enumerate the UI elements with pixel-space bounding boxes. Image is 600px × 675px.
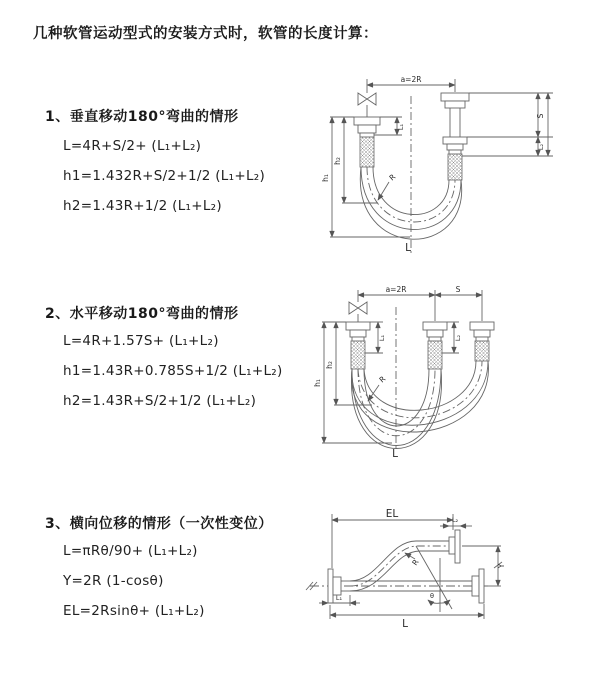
section-2-formula-h2: h2=1.43R+S/2+1/2 (L₁+L₂) — [63, 393, 257, 409]
label-a-2r: a=2R — [385, 285, 407, 294]
label-el: EL — [385, 508, 399, 520]
hose-braid-right — [475, 341, 489, 361]
radius-leader — [368, 385, 379, 401]
label-y: Y — [497, 563, 506, 569]
section-1-heading: 1、垂直移动180°弯曲的情形 — [45, 109, 239, 125]
hose-braid-right — [448, 154, 462, 180]
right-flange-assembly — [470, 322, 494, 341]
right-flange-assembly — [472, 569, 484, 603]
label-l1: L₁ — [378, 334, 386, 342]
hose-braid-middle — [428, 341, 442, 369]
radius-leader — [378, 182, 389, 200]
dimension-a-2r — [358, 290, 435, 321]
hose-braid-left — [351, 341, 365, 369]
label-l: L — [392, 448, 398, 460]
dimension-l — [330, 604, 484, 619]
page-title: 几种软管运动型式的安装方式时，软管的长度计算： — [33, 26, 378, 42]
right-flange-assembly — [441, 93, 469, 154]
section-3-formula-el: EL=2Rsinθ+ (L₁+L₂) — [63, 603, 205, 619]
label-h2: h₂ — [325, 361, 334, 369]
label-s: S — [455, 285, 461, 294]
label-l1: L₁ — [397, 123, 405, 131]
label-l2: L₂ — [454, 334, 462, 342]
label-theta: θ — [430, 592, 434, 600]
valve-icon — [358, 89, 376, 117]
upper-flange-assembly — [449, 530, 460, 563]
label-l2: L₂ — [451, 516, 459, 524]
angle-theta-construction — [416, 546, 452, 612]
diagram-horizontal-180-bend — [312, 283, 552, 461]
hose-braid-left — [360, 137, 374, 167]
label-h2: h₂ — [333, 157, 342, 165]
label-l2: L₂ — [537, 143, 545, 151]
label-r: R — [387, 172, 398, 183]
left-flange-assembly — [346, 322, 370, 341]
hose-s-curve — [350, 541, 449, 591]
section-3-formula-l: L=πRθ/90+ (L₁+L₂) — [63, 543, 198, 559]
section-1-formula-l: L=4R+S/2+ (L₁+L₂) — [63, 138, 202, 154]
label-a-2r: a=2R — [400, 75, 422, 84]
section-3-heading: 3、横向位移的情形（一次性变位） — [45, 516, 273, 532]
section-1-formula-h1: h1=1.432R+S/2+1/2 (L₁+L₂) — [63, 168, 266, 184]
diagram-vertical-180-bend — [310, 68, 586, 264]
section-2-heading: 2、水平移动180°弯曲的情形 — [45, 306, 239, 322]
diagram-lateral-displacement — [302, 506, 594, 654]
section-3-formula-y: Y=2R (1-cosθ) — [63, 573, 164, 589]
label-r: R — [377, 374, 388, 385]
middle-flange-assembly — [423, 322, 447, 341]
section-2-formula-l: L=4R+1.57S+ (L₁+L₂) — [63, 333, 219, 349]
valve-icon — [349, 299, 367, 322]
label-l: L — [402, 618, 408, 630]
dimension-s — [435, 290, 482, 321]
label-r: R — [410, 557, 421, 568]
label-l: L — [405, 242, 411, 254]
label-h1: h₁ — [321, 174, 330, 182]
label-l1: L₁ — [335, 594, 343, 602]
label-s: S — [536, 113, 545, 119]
section-1-formula-h2: h2=1.43R+1/2 (L₁+L₂) — [63, 198, 222, 214]
section-2-formula-h1: h1=1.43R+0.785S+1/2 (L₁+L₂) — [63, 363, 283, 379]
left-flange-assembly — [354, 117, 380, 137]
label-h1: h₁ — [313, 379, 322, 387]
